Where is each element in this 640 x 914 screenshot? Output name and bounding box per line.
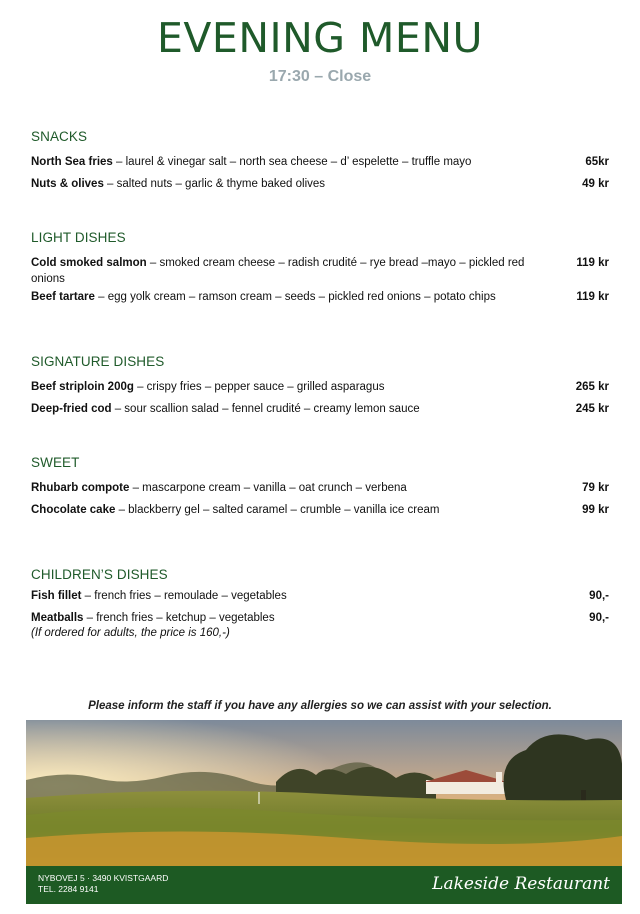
menu-item [31,176,609,192]
section-signature-dishes [31,354,609,423]
dish-name: Fish fillet [31,590,82,602]
dish-price: 119 kr [576,291,609,303]
section-sweet [31,455,609,524]
dish-description: – crispy fries – pepper sauce – grilled asparagus [133,381,385,393]
adult-price-note: (If ordered for adults, the price is 160,-) [31,627,230,639]
dish-name: Rhubarb compote [31,482,130,494]
menu-item [31,289,609,305]
address-block [38,873,168,895]
dish-description: – smoked cream cheese – radish crudité – rye bread –mayo – pickled red onions [31,257,525,285]
section-title: SWEET [31,455,80,470]
dish-price: 90,- [589,590,609,602]
opening-hours: 17:30 – Close [268,68,372,85]
page-title: EVENING MENU [156,14,484,62]
dish-description: – egg yolk cream – ramson cream – seeds – pickled red onions – potato chips [94,291,496,303]
dish-description: – sour scallion salad – fennel crudité – creamy lemon sauce [111,403,420,415]
address-line: NYBOVEJ 5 · 3490 KVISTGAARD [38,873,169,883]
menu-item [31,480,609,496]
dish-price: 90,- [589,612,609,624]
dish-name: Cold smoked salmon [31,257,147,269]
dish-price: 119 kr [576,257,609,269]
dish-description: – french fries – ketchup – vegetables [83,612,275,624]
dish-description: – french fries – remoulade – vegetables [81,590,287,602]
dish-name: Nuts & olives [31,178,104,190]
phone-line: TEL. 2284 9141 [38,884,99,894]
menu-item [31,255,609,287]
dish-price: 245 kr [575,403,609,415]
golf-course-photo [26,720,622,866]
menu-item [31,502,609,518]
dish-name: Meatballs [31,612,84,624]
dish-price: 99 kr [582,504,609,516]
dish-name: Beef striploin 200g [31,381,134,393]
footer-bar [26,866,622,904]
dish-price: 265 kr [575,381,609,393]
dish-name: Beef tartare [31,291,95,303]
menu-item [31,610,609,626]
dish-name: North Sea fries [31,156,113,168]
dish-price: 79 kr [582,482,609,494]
dish-description: – laurel & vinegar salt – north sea cheese – d’ espelette – truffle mayo [112,156,472,168]
dish-name: Chocolate cake [31,504,116,516]
dish-price: 49 kr [582,178,609,190]
dish-description: – mascarpone cream – vanilla – oat crunch – verbena [129,482,407,494]
section-childrens-dishes [31,567,609,639]
dish-description: – blackberry gel – salted caramel – crumble – vanilla ice cream [115,504,440,516]
dish-name: Deep-fried cod [31,403,112,415]
allergy-notice: Please inform the staff if you have any allergies so we can assist with your selection. [88,700,552,712]
dish-price: 65kr [585,156,609,168]
section-title: LIGHT DISHES [31,230,126,245]
section-snacks [31,129,609,198]
section-title: SIGNATURE DISHES [31,354,165,369]
menu-item [31,379,609,395]
menu-item [31,588,609,604]
section-light-dishes [31,230,609,311]
restaurant-logo-text: Lakeside Restaurant [432,874,610,894]
section-title: CHILDREN’S DISHES [31,567,168,582]
dish-description: – salted nuts – garlic & thyme baked olives [103,178,326,190]
menu-item [31,401,609,417]
menu-item [31,154,609,170]
section-title: SNACKS [31,129,88,144]
